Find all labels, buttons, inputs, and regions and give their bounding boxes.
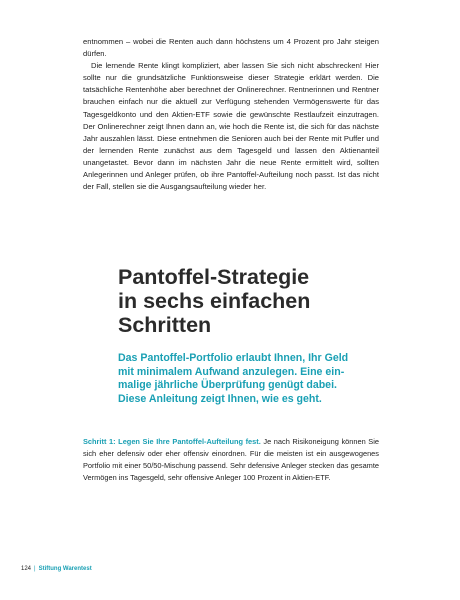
section-lead: [118, 352, 380, 406]
step-1-paragraph: [83, 436, 379, 484]
section-title-line: Pantoffel-Strategie: [118, 265, 310, 289]
body-paragraph: Die lernende Rente klingt kompliziert, aber lassen Sie sich nicht abschrecken! Hier sollte nur die grundsätzliche Funktionsweise dieser Strategie erklärt werden. Die tatsächliche Rentenhöhe aber berechnet der Onlinerechner. Rentnerinnen und Rentner brauchen einfach nur die aktuell zur Verfügung stehenden Vermögenswerte für das Tagesgeldkonto und den Aktien-ETF sowie die gewünschte Restlaufzeit einzutragen. Der Onlinerechner zeigt Ihnen dann an, wie hoch die Rente ist, die sich für das nächste Jahr auszahlen lässt. Diese entnehmen die Senioren auch bei der Rente mit Puffer und der lernenden Rente zunächst aus dem Tagesgeld und lassen den Aktienanteil unangetastet. Bevor dann im nächsten Jahr die neue Rente ermittelt wird, sollten Anlegerinnen und Anleger prüfen, ob ihre Pantoffel-Aufteilung noch passt. Ist das nicht der Fall, stellen sie die Ausgangsaufteilung wieder her.: [83, 61, 379, 192]
section-title-line: Schritten: [118, 313, 212, 337]
page-number: 124: [21, 566, 32, 572]
section-title: [118, 265, 380, 337]
lead-line: malige jährliche Überprüfung genügt dabei.: [118, 379, 337, 392]
lead-line: Das Pantoffel-Portfolio erlaubt Ihnen, Ihr Geld: [118, 352, 349, 364]
step-1-text: Je nach Risikoneigung können Sie sich eher defensiv oder eher offensiv einordnen. Für die meisten ist ein ausgewogenes Portfolio mit einer 50/50-Mischung passend. Sehr defensive Anleger stecken das gesamte Vermögen ins Tagesgeld, sehr offensive Anleger 100 Prozent in Aktien-ETF.: [83, 437, 379, 482]
body-paragraph: entnommen – wobei die Renten auch dann höchstens um 4 Prozent pro Jahr steigen dürfen.: [83, 37, 379, 59]
footer-separator: |: [34, 566, 36, 572]
section-title-line: in sechs einfachen: [118, 289, 311, 313]
publisher-name: Stiftung Warentest: [38, 566, 92, 572]
page-footer: [21, 566, 92, 572]
lead-line: Diese Anleitung zeigt Ihnen, wie es geht.: [118, 392, 322, 405]
lead-line: mit minimalem Aufwand anzulegen. Eine ein-: [118, 365, 345, 378]
body-text: [83, 36, 379, 193]
step-1-heading: Schritt 1: Legen Sie Ihre Pantoffel-Aufteilung fest.: [83, 437, 261, 446]
